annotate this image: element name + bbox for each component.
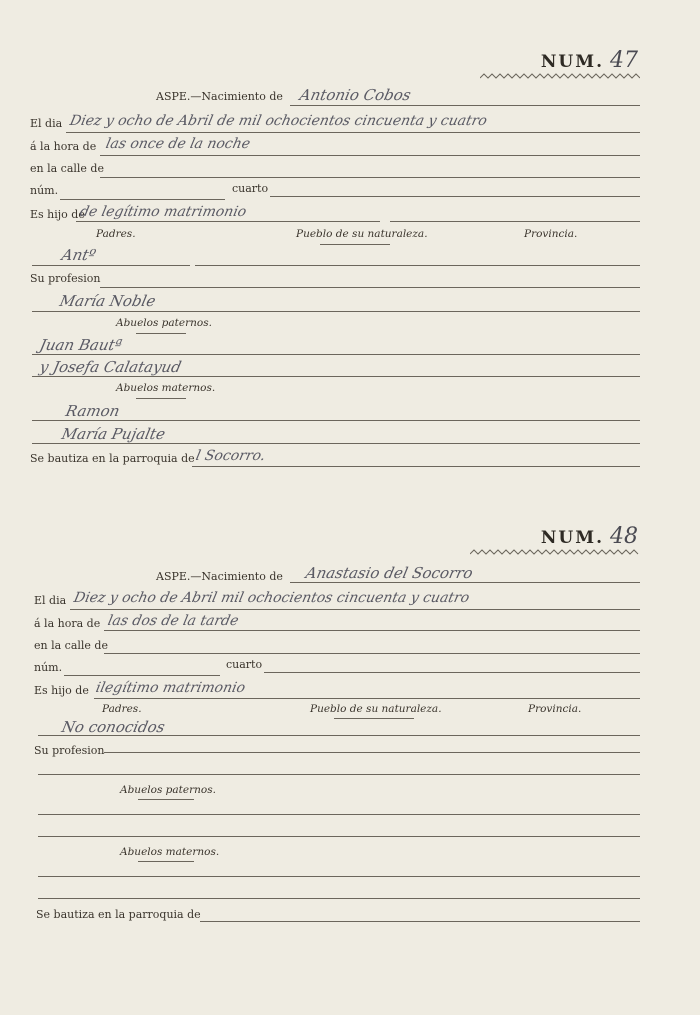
line <box>270 196 640 197</box>
line <box>100 287 640 288</box>
num-label: NUM. <box>540 528 604 548</box>
line <box>32 443 640 444</box>
line <box>70 609 640 610</box>
num-value: 48 <box>610 524 638 549</box>
record-number <box>541 48 638 73</box>
line <box>390 221 640 222</box>
line <box>38 735 640 736</box>
el-dia-value: Diez y ocho de Abril mil ochocientos cincuenta y cuatro <box>72 590 471 606</box>
line <box>290 105 640 106</box>
line <box>32 354 640 355</box>
hora-value: las dos de la tarde <box>106 613 241 629</box>
line <box>100 155 640 156</box>
num-value: 47 <box>610 48 638 73</box>
line <box>100 177 640 178</box>
line <box>76 221 380 222</box>
el-dia-value: Diez y ocho de Abril de mil ochocientos cincuenta y cuatro <box>68 113 489 129</box>
line <box>64 675 220 676</box>
abuelo-materno-1: Ramon <box>64 402 122 420</box>
baptism-register-page: NUM. 47 ASPE.—Nacimiento de Antonio Cobos El dia Diez y ocho de Abril de mil ochocientos cincuenta y cuatro á la hora de las once de la noche en la calle de núm. cuarto Es hijo de de legítimo matrimonio Padres. Pueblo de su naturaleza. Provincia. Antº Su profesion María Noble Abuelos paternos. Juan Bautª y Josefa Calatayud Abuelos maternos. Ramon María Pujalte Se bautiza en la parroquia de l Socorro. NUM. 48 ASPE.—Nacimiento de Anastasio del Socorro El dia Diez y ocho de Abril mil ochocientos cincuenta y cuatro á la hora de las dos de la tarde en la calle de núm. cuarto Es hijo de ilegítimo matrimonio Padres. Pueblo de su naturaleza. Provincia. No conocidos Su profesion Abuelos paternos. Abuelos maternos. Se bautiza en la parroquia de <box>30 48 638 921</box>
underline <box>320 244 390 245</box>
num-label: NUM. <box>540 52 604 72</box>
line <box>192 466 640 467</box>
abuelo-paterno-2: y Josefa Calatayud <box>38 358 183 376</box>
line <box>38 814 640 815</box>
line <box>38 898 640 899</box>
line <box>38 774 640 775</box>
underline <box>334 718 414 719</box>
underline <box>138 799 194 800</box>
line <box>104 630 640 631</box>
madre-value: María Noble <box>58 292 158 310</box>
padre-value: No conocidos <box>60 718 167 736</box>
line <box>264 672 640 673</box>
line <box>32 311 640 312</box>
line <box>290 582 640 583</box>
ornament-zigzag <box>480 73 640 79</box>
line <box>66 132 640 133</box>
line <box>32 420 640 421</box>
hora-value: las once de la noche <box>104 136 252 152</box>
underline <box>136 333 186 334</box>
line <box>195 265 640 266</box>
line <box>104 653 640 654</box>
underline <box>138 861 194 862</box>
line <box>38 876 640 877</box>
line <box>104 752 640 753</box>
child-name: Anastasio del Socorro <box>304 564 475 582</box>
padre-value: Antº <box>60 246 98 264</box>
record-number <box>541 524 638 549</box>
line <box>32 265 190 266</box>
line <box>200 921 640 922</box>
line <box>94 698 640 699</box>
hijo-value: de legítimo matrimonio <box>78 204 248 220</box>
hijo-value: ilegítimo matrimonio <box>94 680 247 696</box>
abuelo-materno-2: María Pujalte <box>60 425 167 443</box>
abuelo-paterno-1: Juan Bautª <box>38 336 124 354</box>
underline <box>136 398 186 399</box>
parroquia-value: l Socorro. <box>194 448 267 464</box>
child-name: Antonio Cobos <box>298 86 413 104</box>
ornament-zigzag <box>470 549 640 555</box>
line <box>60 199 225 200</box>
line <box>32 376 640 377</box>
line <box>38 836 640 837</box>
